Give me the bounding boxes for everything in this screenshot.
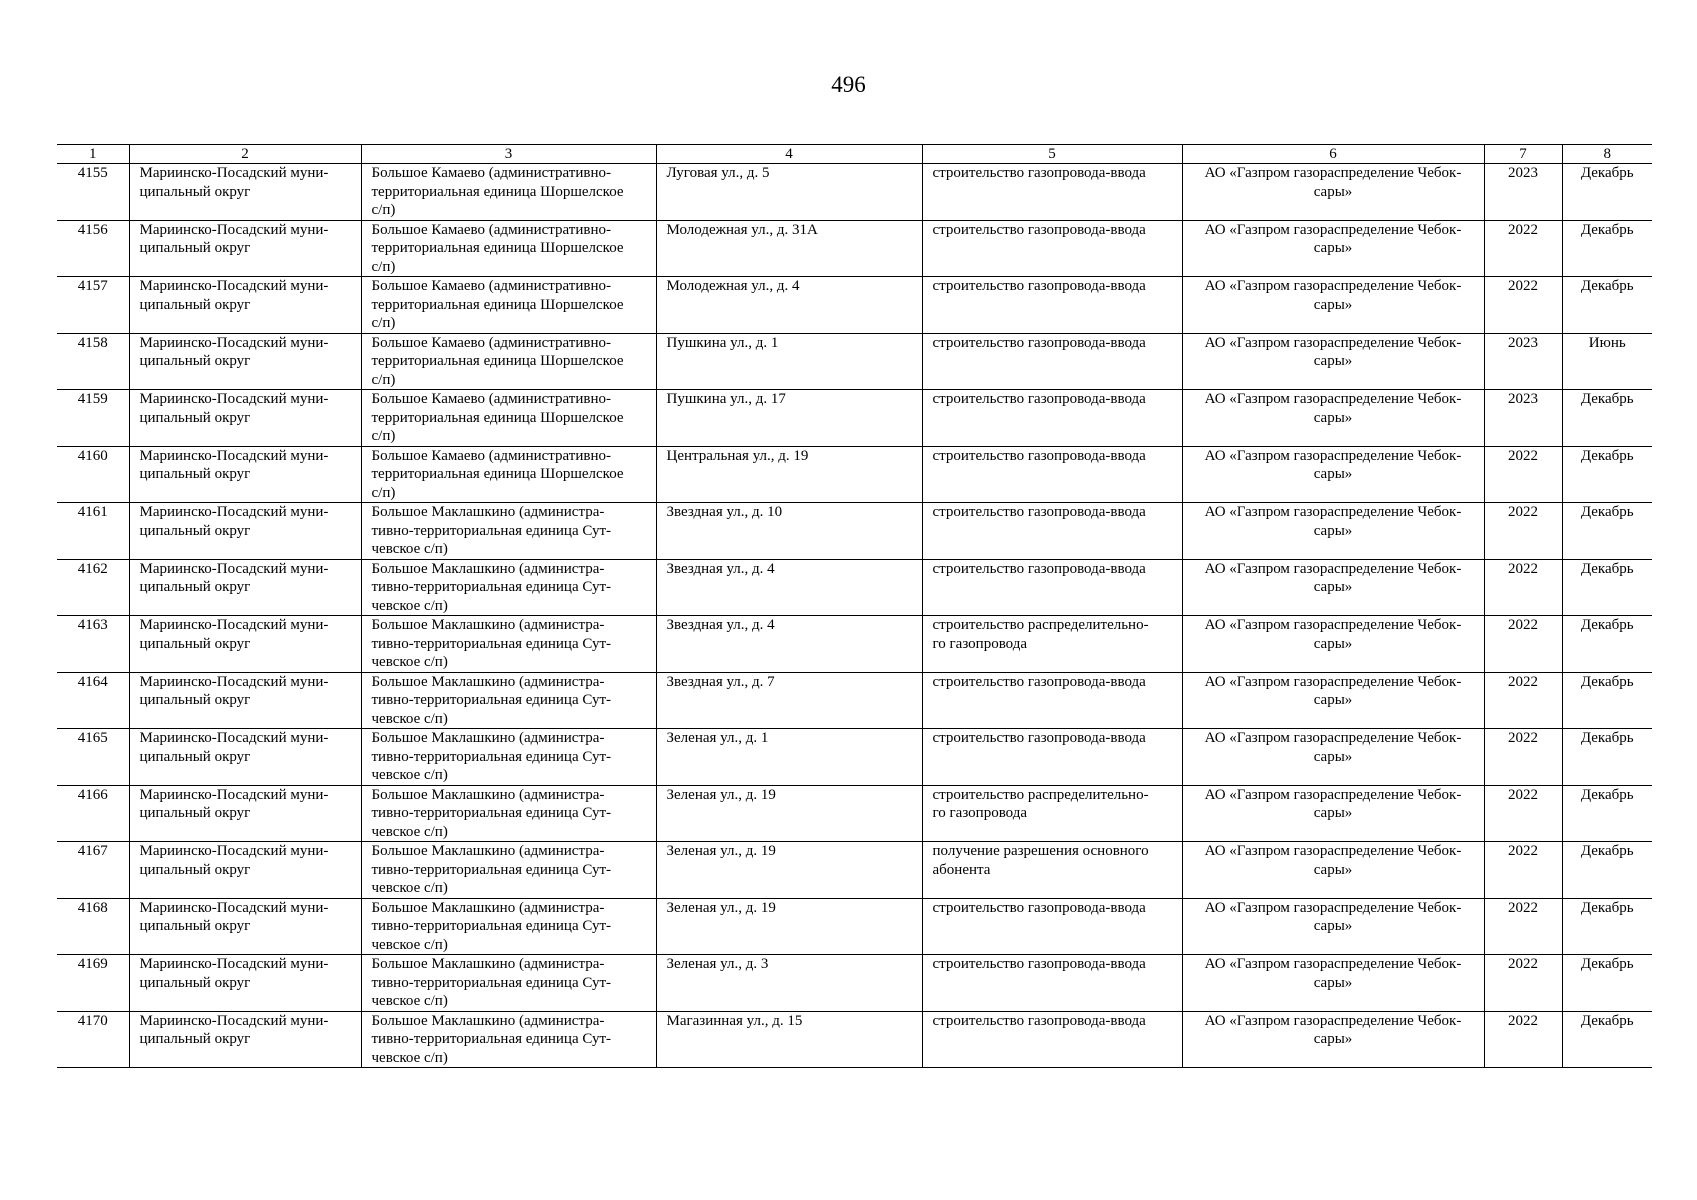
year-cell: 2022 <box>1484 446 1562 503</box>
organization-cell: АО «Газпром газораспределение Чебок- сары» <box>1182 559 1484 616</box>
address-cell: Молодежная ул., д. 31А <box>656 220 922 277</box>
organization-cell: АО «Газпром газораспределение Чебок- сары» <box>1182 503 1484 560</box>
address-cell: Пушкина ул., д. 1 <box>656 333 922 390</box>
organization-cell: АО «Газпром газораспределение Чебок- сары» <box>1182 616 1484 673</box>
settlement-cell: Большое Маклашкино (администра- тивно-территориальная единица Сут- чевское с/п) <box>361 785 656 842</box>
work-type-cell: строительство газопровода-ввода <box>922 277 1182 334</box>
year-cell: 2022 <box>1484 277 1562 334</box>
work-type-cell: строительство газопровода-ввода <box>922 955 1182 1012</box>
organization-cell: АО «Газпром газораспределение Чебок- сары» <box>1182 446 1484 503</box>
work-type-cell: строительство газопровода-ввода <box>922 503 1182 560</box>
work-type-cell: строительство газопровода-ввода <box>922 672 1182 729</box>
district-cell: Мариинско-Посадский муни- ципальный округ <box>129 333 361 390</box>
settlement-cell: Большое Маклашкино (администра- тивно-территориальная единица Сут- чевское с/п) <box>361 503 656 560</box>
table-body <box>57 145 1652 1068</box>
address-cell: Пушкина ул., д. 17 <box>656 390 922 447</box>
year-cell: 2022 <box>1484 220 1562 277</box>
month-cell: Декабрь <box>1562 446 1652 503</box>
work-type-cell: получение разрешения основного абонента <box>922 842 1182 899</box>
district-cell: Мариинско-Посадский муни- ципальный округ <box>129 220 361 277</box>
year-cell: 2022 <box>1484 955 1562 1012</box>
organization-cell: АО «Газпром газораспределение Чебок- сары» <box>1182 277 1484 334</box>
page-number: 496 <box>831 72 866 97</box>
organization-cell: АО «Газпром газораспределение Чебок- сары» <box>1182 164 1484 221</box>
work-type-cell: строительство газопровода-ввода <box>922 220 1182 277</box>
district-cell: Мариинско-Посадский муни- ципальный округ <box>129 898 361 955</box>
settlement-cell: Большое Маклашкино (администра- тивно-территориальная единица Сут- чевское с/п) <box>361 559 656 616</box>
address-cell: Звездная ул., д. 10 <box>656 503 922 560</box>
district-cell: Мариинско-Посадский муни- ципальный округ <box>129 672 361 729</box>
address-cell: Звездная ул., д. 4 <box>656 559 922 616</box>
work-type-cell: строительство газопровода-ввода <box>922 390 1182 447</box>
table-row <box>57 842 1652 899</box>
row-number-cell: 4167 <box>57 842 129 899</box>
row-number-cell: 4160 <box>57 446 129 503</box>
row-number-cell: 4164 <box>57 672 129 729</box>
month-cell: Декабрь <box>1562 503 1652 560</box>
year-cell: 2022 <box>1484 672 1562 729</box>
district-cell: Мариинско-Посадский муни- ципальный округ <box>129 785 361 842</box>
month-cell: Декабрь <box>1562 220 1652 277</box>
month-cell: Декабрь <box>1562 1011 1652 1068</box>
year-cell: 2022 <box>1484 898 1562 955</box>
gasification-table <box>57 144 1652 1068</box>
month-cell: Декабрь <box>1562 559 1652 616</box>
month-cell: Декабрь <box>1562 842 1652 899</box>
district-cell: Мариинско-Посадский муни- ципальный округ <box>129 1011 361 1068</box>
district-cell: Мариинско-Посадский муни- ципальный округ <box>129 729 361 786</box>
address-cell: Зеленая ул., д. 19 <box>656 842 922 899</box>
row-number-cell: 4159 <box>57 390 129 447</box>
district-cell: Мариинско-Посадский муни- ципальный округ <box>129 503 361 560</box>
work-type-cell: строительство газопровода-ввода <box>922 333 1182 390</box>
row-number-cell: 4166 <box>57 785 129 842</box>
table-row <box>57 446 1652 503</box>
work-type-cell: строительство газопровода-ввода <box>922 164 1182 221</box>
column-number: 5 <box>922 145 1182 164</box>
work-type-cell: строительство распределительно- го газопровода <box>922 616 1182 673</box>
column-number-row <box>57 145 1652 164</box>
table-row <box>57 616 1652 673</box>
settlement-cell: Большое Камаево (административно- территориальная единица Шоршелское с/п) <box>361 220 656 277</box>
address-cell: Магазинная ул., д. 15 <box>656 1011 922 1068</box>
row-number-cell: 4169 <box>57 955 129 1012</box>
table-row <box>57 503 1652 560</box>
work-type-cell: строительство газопровода-ввода <box>922 1011 1182 1068</box>
row-number-cell: 4157 <box>57 277 129 334</box>
year-cell: 2022 <box>1484 729 1562 786</box>
year-cell: 2022 <box>1484 1011 1562 1068</box>
settlement-cell: Большое Маклашкино (администра- тивно-территориальная единица Сут- чевское с/п) <box>361 616 656 673</box>
district-cell: Мариинско-Посадский муни- ципальный округ <box>129 842 361 899</box>
column-number: 8 <box>1562 145 1652 164</box>
row-number-cell: 4168 <box>57 898 129 955</box>
month-cell: Декабрь <box>1562 390 1652 447</box>
month-cell: Декабрь <box>1562 785 1652 842</box>
settlement-cell: Большое Маклашкино (администра- тивно-территориальная единица Сут- чевское с/п) <box>361 898 656 955</box>
organization-cell: АО «Газпром газораспределение Чебок- сары» <box>1182 785 1484 842</box>
year-cell: 2022 <box>1484 842 1562 899</box>
table-row <box>57 220 1652 277</box>
column-number: 1 <box>57 145 129 164</box>
address-cell: Зеленая ул., д. 19 <box>656 898 922 955</box>
organization-cell: АО «Газпром газораспределение Чебок- сары» <box>1182 390 1484 447</box>
organization-cell: АО «Газпром газораспределение Чебок- сары» <box>1182 955 1484 1012</box>
settlement-cell: Большое Камаево (административно- территориальная единица Шоршелское с/п) <box>361 390 656 447</box>
settlement-cell: Большое Маклашкино (администра- тивно-территориальная единица Сут- чевское с/п) <box>361 955 656 1012</box>
address-cell: Зеленая ул., д. 3 <box>656 955 922 1012</box>
month-cell: Декабрь <box>1562 955 1652 1012</box>
table-row <box>57 785 1652 842</box>
row-number-cell: 4163 <box>57 616 129 673</box>
table-row <box>57 672 1652 729</box>
address-cell: Зеленая ул., д. 19 <box>656 785 922 842</box>
column-number: 7 <box>1484 145 1562 164</box>
address-cell: Луговая ул., д. 5 <box>656 164 922 221</box>
work-type-cell: строительство газопровода-ввода <box>922 729 1182 786</box>
table-row <box>57 898 1652 955</box>
district-cell: Мариинско-Посадский муни- ципальный округ <box>129 390 361 447</box>
column-number: 3 <box>361 145 656 164</box>
organization-cell: АО «Газпром газораспределение Чебок- сары» <box>1182 220 1484 277</box>
year-cell: 2022 <box>1484 503 1562 560</box>
month-cell: Июнь <box>1562 333 1652 390</box>
table-row <box>57 1011 1652 1068</box>
work-type-cell: строительство распределительно- го газопровода <box>922 785 1182 842</box>
settlement-cell: Большое Камаево (административно- территориальная единица Шоршелское с/п) <box>361 446 656 503</box>
address-cell: Молодежная ул., д. 4 <box>656 277 922 334</box>
work-type-cell: строительство газопровода-ввода <box>922 898 1182 955</box>
organization-cell: АО «Газпром газораспределение Чебок- сары» <box>1182 1011 1484 1068</box>
organization-cell: АО «Газпром газораспределение Чебок- сары» <box>1182 729 1484 786</box>
settlement-cell: Большое Камаево (административно- территориальная единица Шоршелское с/п) <box>361 277 656 334</box>
district-cell: Мариинско-Посадский муни- ципальный округ <box>129 616 361 673</box>
column-number: 4 <box>656 145 922 164</box>
table-row <box>57 559 1652 616</box>
settlement-cell: Большое Маклашкино (администра- тивно-территориальная единица Сут- чевское с/п) <box>361 842 656 899</box>
year-cell: 2023 <box>1484 390 1562 447</box>
row-number-cell: 4165 <box>57 729 129 786</box>
address-cell: Зеленая ул., д. 1 <box>656 729 922 786</box>
organization-cell: АО «Газпром газораспределение Чебок- сары» <box>1182 333 1484 390</box>
year-cell: 2022 <box>1484 559 1562 616</box>
month-cell: Декабрь <box>1562 164 1652 221</box>
organization-cell: АО «Газпром газораспределение Чебок- сары» <box>1182 842 1484 899</box>
address-cell: Звездная ул., д. 7 <box>656 672 922 729</box>
row-number-cell: 4161 <box>57 503 129 560</box>
table-row <box>57 729 1652 786</box>
table-row <box>57 955 1652 1012</box>
table-row <box>57 164 1652 221</box>
district-cell: Мариинско-Посадский муни- ципальный округ <box>129 559 361 616</box>
settlement-cell: Большое Камаево (административно- территориальная единица Шоршелское с/п) <box>361 164 656 221</box>
table-row <box>57 390 1652 447</box>
settlement-cell: Большое Маклашкино (администра- тивно-территориальная единица Сут- чевское с/п) <box>361 729 656 786</box>
table-row <box>57 277 1652 334</box>
year-cell: 2022 <box>1484 616 1562 673</box>
organization-cell: АО «Газпром газораспределение Чебок- сары» <box>1182 672 1484 729</box>
month-cell: Декабрь <box>1562 729 1652 786</box>
month-cell: Декабрь <box>1562 277 1652 334</box>
settlement-cell: Большое Камаево (административно- территориальная единица Шоршелское с/п) <box>361 333 656 390</box>
column-number: 6 <box>1182 145 1484 164</box>
district-cell: Мариинско-Посадский муни- ципальный округ <box>129 164 361 221</box>
work-type-cell: строительство газопровода-ввода <box>922 446 1182 503</box>
district-cell: Мариинско-Посадский муни- ципальный округ <box>129 446 361 503</box>
table-row <box>57 333 1652 390</box>
row-number-cell: 4158 <box>57 333 129 390</box>
address-cell: Звездная ул., д. 4 <box>656 616 922 673</box>
work-type-cell: строительство газопровода-ввода <box>922 559 1182 616</box>
district-cell: Мариинско-Посадский муни- ципальный округ <box>129 277 361 334</box>
year-cell: 2023 <box>1484 333 1562 390</box>
row-number-cell: 4162 <box>57 559 129 616</box>
month-cell: Декабрь <box>1562 672 1652 729</box>
row-number-cell: 4155 <box>57 164 129 221</box>
organization-cell: АО «Газпром газораспределение Чебок- сары» <box>1182 898 1484 955</box>
settlement-cell: Большое Маклашкино (администра- тивно-территориальная единица Сут- чевское с/п) <box>361 672 656 729</box>
district-cell: Мариинско-Посадский муни- ципальный округ <box>129 955 361 1012</box>
address-cell: Центральная ул., д. 19 <box>656 446 922 503</box>
month-cell: Декабрь <box>1562 616 1652 673</box>
column-number: 2 <box>129 145 361 164</box>
year-cell: 2022 <box>1484 785 1562 842</box>
row-number-cell: 4170 <box>57 1011 129 1068</box>
settlement-cell: Большое Маклашкино (администра- тивно-территориальная единица Сут- чевское с/п) <box>361 1011 656 1068</box>
month-cell: Декабрь <box>1562 898 1652 955</box>
year-cell: 2023 <box>1484 164 1562 221</box>
row-number-cell: 4156 <box>57 220 129 277</box>
